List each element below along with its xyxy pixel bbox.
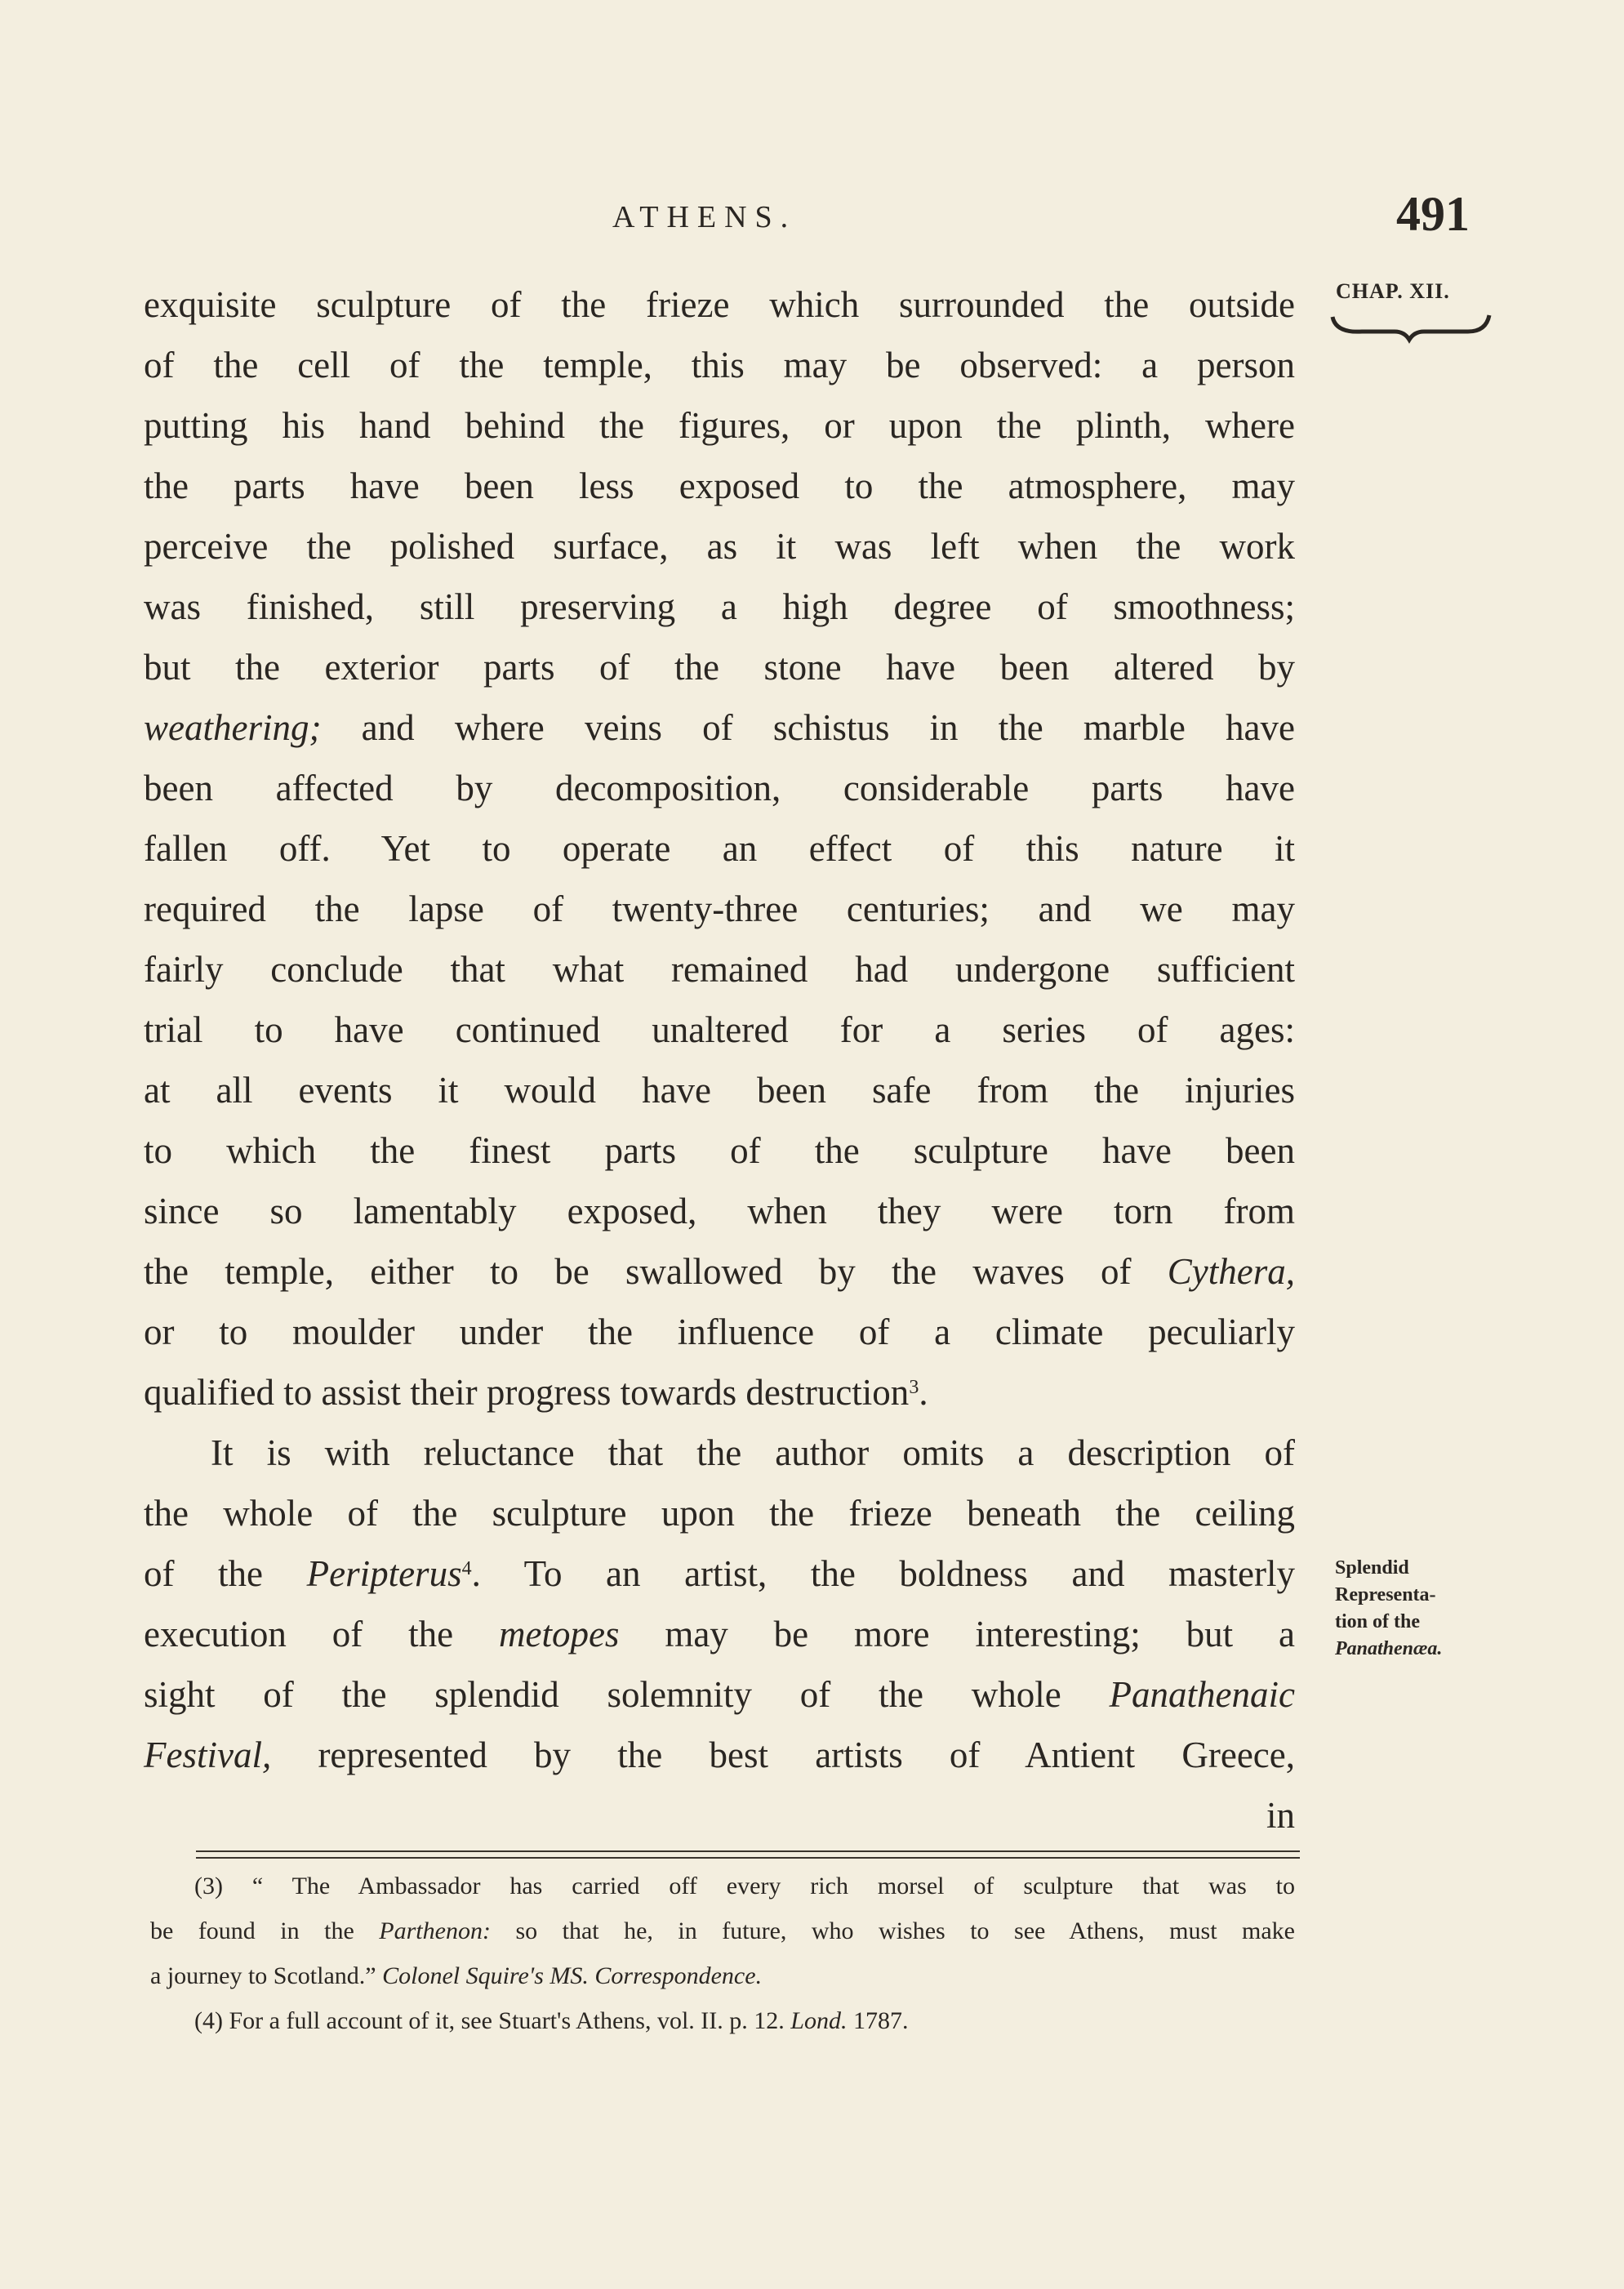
text-fragment: (4) For a full account of it, see Stuart's Athens, vol. II. p. 12.	[194, 2007, 791, 2034]
running-head: ATHENS.	[612, 200, 797, 234]
text-fragment: may be more interesting; but a	[619, 1614, 1295, 1654]
text-line	[144, 1604, 1295, 1664]
footnote-rule	[196, 1850, 1300, 1852]
text-fragment: 1787.	[847, 2007, 909, 2034]
text-line: been affected by decomposition, considerable parts have	[144, 768, 1295, 808]
text-line	[144, 1725, 1295, 1785]
footnote-ref: 3	[909, 1377, 919, 1398]
footnotes	[150, 1864, 1295, 2043]
text-line: the parts have been less exposed to the atmosphere, may	[144, 465, 1295, 506]
text-fragment: so that he, in future, who wishes to see Athens, must make	[490, 1917, 1295, 1944]
text-fragment: a journey to Scotland.”	[150, 1962, 383, 1989]
text-line	[144, 697, 1295, 758]
text-line: required the lapse of twenty-three centuries; and we may	[144, 888, 1295, 929]
text-line: trial to have continued unaltered for a series of ages:	[144, 1009, 1295, 1050]
italic-term: Cythera,	[1167, 1251, 1295, 1292]
text-line: fallen off. Yet to operate an effect of this nature it	[144, 828, 1295, 869]
margin-note-line: Panathenæa.	[1335, 1638, 1443, 1659]
footnote-line	[150, 1953, 1295, 1998]
margin-note-line: tion of the	[1335, 1611, 1420, 1632]
body-text	[144, 274, 1295, 1846]
italic-term: weathering;	[144, 707, 322, 748]
italic-term: Lond.	[790, 2007, 848, 2034]
text-line	[144, 1543, 1295, 1604]
page-number: 491	[1396, 187, 1470, 241]
margin-note-line: Splendid	[1335, 1557, 1409, 1579]
text-line: at all events it would have been safe from the injuries	[144, 1070, 1295, 1111]
footnote-line	[150, 1908, 1295, 1953]
text-line: was finished, still preserving a high degree of smoothness;	[144, 586, 1295, 627]
text-fragment: of the	[144, 1553, 307, 1594]
italic-term: Festival,	[144, 1735, 272, 1775]
text-line: but the exterior parts of the stone have been altered by	[144, 647, 1295, 688]
text-fragment: be found in the	[150, 1917, 380, 1944]
text-fragment: . To an artist, the boldness and masterly	[471, 1553, 1295, 1594]
text-fragment: .	[919, 1372, 928, 1413]
text-fragment: represented by the best artists of Antient Greece,	[271, 1735, 1295, 1775]
text-fragment: qualified to assist their progress towards destruction	[144, 1372, 910, 1413]
text-line	[144, 1241, 1295, 1302]
footnote-rule	[196, 1857, 1300, 1859]
text-line: exquisite sculpture of the frieze which surrounded the outside	[144, 284, 1295, 325]
text-line: the whole of the sculpture upon the frieze beneath the ceiling	[144, 1493, 1295, 1534]
text-fragment: sight of the splendid solemnity of the whole	[144, 1674, 1110, 1715]
italic-term: Panathenaic	[1109, 1674, 1295, 1715]
text-line: fairly conclude that what remained had undergone sufficient	[144, 949, 1295, 990]
chapter-marginal-label: CHAP. XII.	[1336, 279, 1450, 303]
footnote-line	[150, 1998, 1295, 2043]
italic-term: Parthenon:	[379, 1917, 491, 1944]
margin-note-line: Representa-	[1335, 1584, 1436, 1605]
text-line	[144, 1664, 1295, 1725]
text-line: to which the finest parts of the sculpture have been	[144, 1130, 1295, 1171]
footnote-ref: 4	[461, 1558, 472, 1579]
footnote-line: (3) “ The Ambassador has carried off every rich morsel of sculpture that was to	[194, 1873, 1295, 1899]
text-line: or to moulder under the influence of a climate peculiarly	[144, 1311, 1295, 1352]
text-fragment: execution of the	[144, 1614, 499, 1654]
italic-term: Peripterus	[306, 1553, 462, 1594]
text-line: It is with reluctance that the author omits a description of	[211, 1432, 1295, 1473]
text-line	[144, 1362, 1295, 1423]
italic-term: metopes	[498, 1614, 620, 1654]
text-line: since so lamentably exposed, when they were torn from	[144, 1191, 1295, 1231]
margin-note	[1335, 1555, 1442, 1663]
text-fragment: and where veins of schistus in the marble have	[321, 707, 1295, 748]
catchword: in	[1266, 1795, 1295, 1836]
text-line: perceive the polished surface, as it was left when the work	[144, 526, 1295, 567]
italic-term: Colonel Squire's MS. Correspondence.	[382, 1962, 763, 1989]
text-line: of the cell of the temple, this may be observed: a person	[144, 345, 1295, 385]
text-line: putting his hand behind the figures, or upon the plinth, where	[144, 405, 1295, 446]
text-fragment: the temple, either to be swallowed by the waves of	[144, 1251, 1168, 1292]
brace-icon	[1329, 312, 1493, 345]
